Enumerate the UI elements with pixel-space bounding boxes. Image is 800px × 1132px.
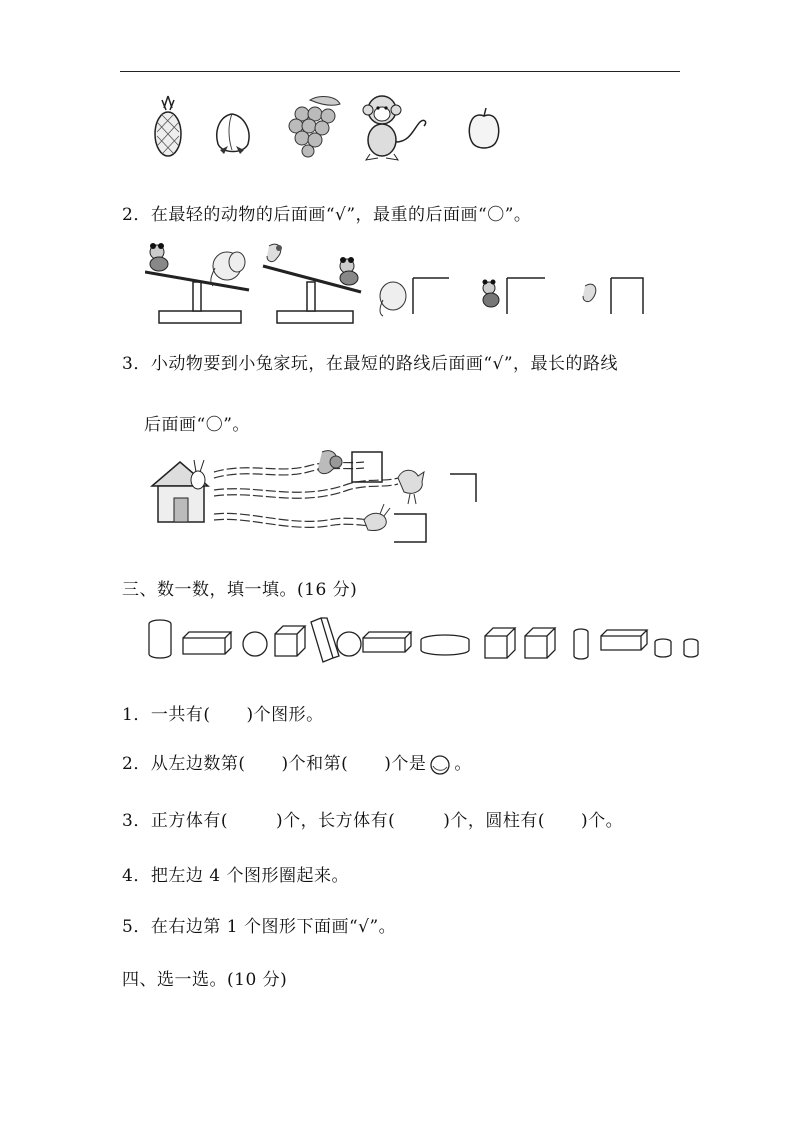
q2-text-b: )个和第(	[281, 754, 349, 774]
sphere-shape-2	[337, 632, 361, 656]
q1-text-a: 1．一共有(	[122, 705, 211, 725]
question-3-route-line1: 3．小动物要到小兔家玩，在最短的路线后面画“√”，最长的路线	[122, 354, 619, 374]
answer-panda	[483, 278, 546, 314]
rabbit-icon	[364, 504, 390, 531]
q2-text-d: 。	[454, 754, 472, 774]
route-figure	[148, 444, 488, 550]
q3-text-c: )个，圆柱有(	[443, 811, 545, 831]
q3-text-d: )个。	[580, 811, 624, 831]
shape-row-figure	[145, 616, 705, 666]
q3-text-a: 3．正方体有(	[122, 811, 228, 831]
q2-text-c: )个是	[384, 754, 427, 774]
q1-text-b: )个图形。	[246, 705, 324, 725]
cube-shape-3	[525, 628, 555, 658]
q2-text-a: 2．从左边数第(	[122, 754, 246, 774]
squirrel-icon	[267, 244, 282, 261]
apple-icon	[469, 108, 498, 148]
cylinder-shape-2	[421, 635, 469, 655]
answer-box-squirrel	[352, 452, 382, 482]
answer-elephant	[380, 278, 449, 316]
squirrel-icon	[318, 451, 342, 474]
question-2-compare: 2．在最轻的动物的后面画“√”，最重的后面画“〇”。	[122, 205, 532, 225]
section-3-heading: 三、数一数，填一填。(16 分)	[122, 580, 358, 600]
house-icon	[152, 460, 208, 522]
cuboid-shape-3	[363, 632, 411, 652]
cylinder-shape-5	[684, 639, 698, 657]
seesaw-1	[145, 243, 249, 323]
question-1-count	[122, 700, 324, 725]
elephant-icon	[211, 252, 245, 286]
header-rule	[120, 71, 680, 72]
section-4-heading: 四、选一选。(10 分)	[122, 970, 288, 990]
answer-box-rabbit	[394, 514, 426, 542]
cylinder-shape-3	[574, 629, 588, 659]
cube-shape-1	[275, 626, 305, 656]
answer-squirrel	[583, 278, 643, 314]
q3-text-b: )个，长方体有(	[275, 811, 396, 831]
peach-icon	[217, 114, 249, 154]
answer-box-rooster	[450, 474, 476, 502]
monkey-icon	[363, 96, 426, 160]
question-3-shape-counts	[122, 806, 623, 831]
pineapple-icon	[155, 96, 181, 156]
sphere-shape-1	[243, 632, 267, 656]
cube-shape-2	[485, 628, 515, 658]
question-4-circle-left: 4．把左边 4 个图形圈起来。	[122, 866, 349, 886]
cylinder-shape-1	[149, 620, 171, 658]
question-5-mark-right: 5．在右边第 1 个图形下面画“√”。	[122, 917, 397, 937]
cuboid-shape-1	[183, 632, 231, 654]
panda-icon	[340, 257, 358, 285]
cuboid-shape-2	[311, 618, 339, 662]
cuboid-shape-4	[601, 630, 647, 650]
question-3-route-line2: 后面画“〇”。	[144, 415, 250, 435]
sphere-icon	[428, 754, 452, 776]
panda-icon	[150, 243, 168, 271]
fruit-monkey-row	[140, 92, 520, 164]
rooster-icon	[398, 470, 424, 504]
seesaw-2	[263, 244, 361, 323]
question-2-position	[122, 749, 472, 776]
seesaw-comparison-figure	[145, 238, 655, 328]
grapes-icon	[289, 97, 340, 157]
cylinder-shape-4	[655, 639, 671, 657]
